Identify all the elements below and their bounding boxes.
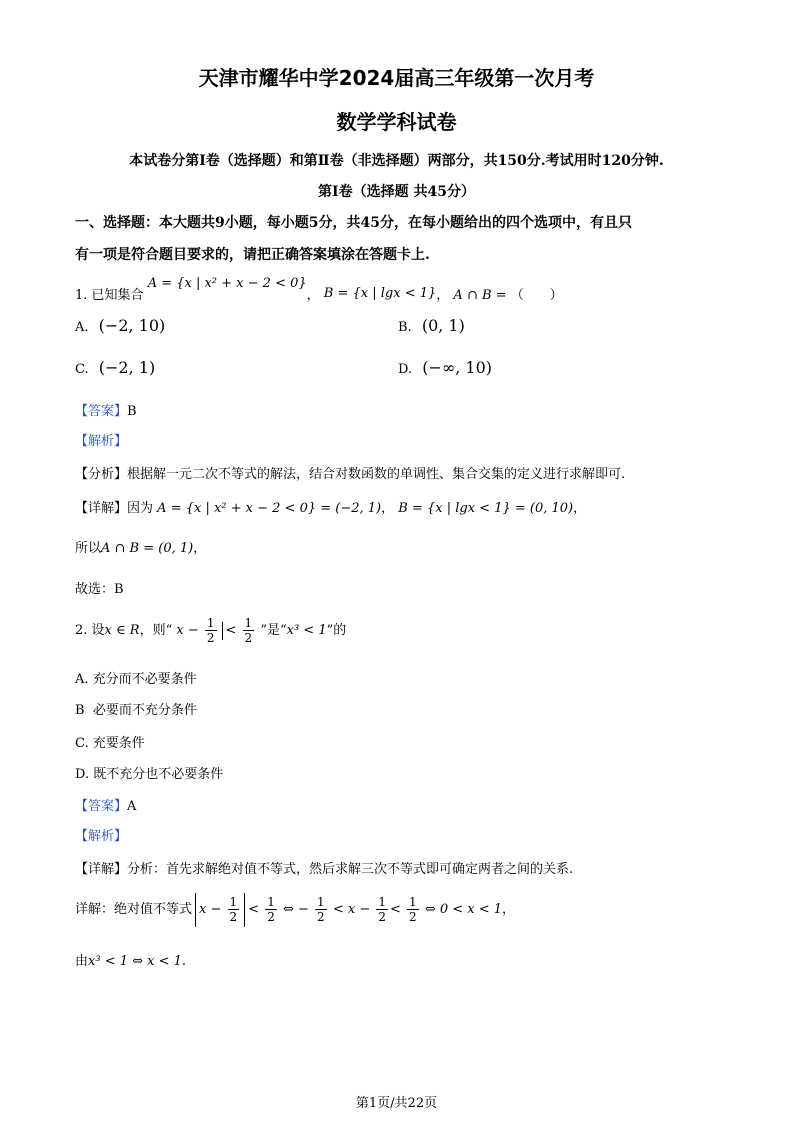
q2-detail2-abs-inner: x −	[199, 902, 222, 917]
question-1-stem	[75, 276, 563, 303]
q2-detail2-result: ⇔ 0 < x < 1	[424, 902, 503, 917]
q1-so-prefix: 所以	[75, 541, 102, 556]
q2-option-b-label: B	[75, 703, 85, 718]
q2-option-a-label: A.	[75, 672, 89, 687]
q2-detail2-frac2	[265, 895, 277, 924]
q2-option-a	[75, 668, 197, 687]
q2-quote-mid: ”是“	[260, 623, 287, 638]
q2-abs-bar	[222, 622, 223, 640]
q1-stem-prefix: 1. 已知集合	[75, 288, 144, 303]
q2-stem-end: ”的	[326, 623, 347, 638]
q2-half-fraction-2	[243, 616, 255, 645]
q1-option-a-value: (−2, 10)	[98, 316, 166, 335]
q1-option-c-value: (−2, 1)	[98, 358, 156, 377]
q2-last-end: .	[181, 954, 187, 969]
part-title: 第Ⅰ卷（选择题 共45分）	[318, 184, 475, 200]
q2-detail2-frac1	[228, 895, 240, 924]
q2-detail2-lt2: <	[390, 902, 401, 917]
q1-answer-tag: 【答案】	[75, 404, 128, 419]
q1-detail-end: ，	[573, 501, 587, 516]
q2-half-fraction	[205, 616, 217, 645]
q1-comma1: ，	[306, 288, 320, 303]
q2-option-b	[75, 699, 197, 718]
q2-detail2-frac5-num: 1	[409, 895, 417, 909]
q2-option-c-label: C.	[75, 736, 89, 751]
q1-option-b	[398, 316, 465, 335]
q1-fenxi	[75, 463, 625, 482]
section-instruction-line1: 一、选择题：本大题共9小题，每小题5分，共45分，在每小题给出的四个选项中，有且只	[75, 215, 632, 231]
exam-intro: 本试卷分第Ⅰ卷（选择题）和第Ⅱ卷（非选择题）两部分，共150分.考试用时120分钟.	[129, 153, 664, 169]
q2-detail2-frac3-den: 2	[317, 910, 325, 924]
q1-option-d-value: (−∞, 10)	[422, 358, 492, 377]
q2-half-num-2: 1	[244, 616, 253, 630]
q2-x-in-r: x ∈ R	[104, 623, 140, 638]
q2-option-b-value: 必要而不充分条件	[92, 703, 197, 718]
q1-analysis-tag: 【解析】	[75, 434, 128, 449]
q2-answer-tag: 【答案】	[75, 799, 128, 814]
q2-detail2	[75, 888, 515, 932]
q2-detail2-frac3-num: 1	[317, 895, 325, 909]
q2-detail2-equiv1: ⇔ −	[282, 902, 309, 917]
q1-fenxi-tag: 【分析】	[75, 467, 128, 482]
q2-answer-value: A	[127, 799, 137, 814]
question-2-stem	[75, 611, 346, 651]
q1-so	[75, 537, 206, 556]
q2-half-den-2: 2	[244, 631, 253, 645]
q2-detail2-lt: <	[248, 902, 260, 917]
q2-lt: <	[225, 623, 237, 638]
q1-detail	[75, 497, 586, 516]
q1-detail-prefix: 因为	[127, 501, 154, 516]
q2-last-prefix: 由	[75, 954, 89, 969]
q2-detail2-frac4-den: 2	[378, 910, 386, 924]
q1-intersection-expr: A ∩ B =	[453, 288, 507, 303]
q2-detail	[75, 858, 573, 877]
q1-option-d	[398, 358, 492, 377]
q2-analysis	[75, 825, 127, 844]
section-instruction-line2: 有一项是符合题目要求的，请把正确答案填涂在答题卡上.	[75, 247, 430, 263]
q2-detail2-mid: < x −	[332, 902, 371, 917]
q2-answer	[75, 795, 136, 814]
q2-detail2-prefix: 详解：绝对值不等式	[75, 902, 193, 917]
q2-detail2-abs-left	[195, 893, 196, 927]
q2-detail2-frac2-den: 2	[267, 910, 275, 924]
q2-detail2-frac4	[376, 895, 388, 924]
q2-detail2-frac1-den: 2	[229, 910, 238, 924]
q1-comma2: ，	[436, 288, 450, 303]
q2-detail-text: 分析：首先求解绝对值不等式，然后求解三次不等式即可确定两者之间的关系.	[127, 862, 574, 877]
q2-option-a-value: 充分而不必要条件	[92, 672, 197, 687]
q2-option-d-value: 既不充分也不必要条件	[93, 767, 224, 782]
q1-option-b-value: (0, 1)	[421, 316, 465, 335]
q2-detail2-end: ，	[502, 902, 516, 917]
q1-choose: 故选：B	[75, 582, 124, 597]
exam-title: 天津市耀华中学2024届高三年级第一次月考	[198, 66, 595, 90]
q1-so-expr: A ∩ B = (0, 1)	[101, 541, 194, 556]
q2-detail2-frac5-den: 2	[409, 910, 417, 924]
q1-set-a: A = {x | x² + x − 2 < 0}	[147, 276, 307, 291]
q1-option-a	[75, 316, 165, 335]
q2-half-den: 2	[206, 631, 215, 645]
q2-comma: ，则“	[139, 623, 173, 638]
q1-detail-set-b: B = {x | lgx < 1} = (0, 10)	[398, 501, 574, 516]
q1-set-b: B = {x | lgx < 1}	[323, 286, 437, 301]
q1-answer	[75, 400, 137, 419]
q1-option-d-label: D.	[398, 362, 413, 377]
q2-detail2-frac2-num: 1	[267, 895, 275, 909]
exam-subtitle: 数学学科试卷	[336, 110, 457, 134]
q1-paren: （ ）	[510, 288, 563, 303]
q2-half-num: 1	[206, 616, 215, 630]
q2-cube-cond: x³ < 1	[286, 623, 327, 638]
q2-last-expr: x³ < 1 ⇔ x < 1	[88, 954, 182, 969]
q1-option-b-label: B.	[398, 320, 412, 335]
q2-detail2-abs-right	[244, 893, 245, 927]
q1-detail-sep: ，	[381, 501, 395, 516]
q1-answer-value: B	[127, 404, 137, 419]
q1-option-c-label: C.	[75, 362, 89, 377]
q2-detail-tag: 【详解】	[75, 862, 128, 877]
q2-option-c	[75, 732, 145, 751]
q1-option-c	[75, 358, 155, 377]
q1-fenxi-text: 根据解一元二次不等式的解法，结合对数函数的单调性、集合交集的定义进行求解即可.	[127, 467, 626, 482]
q2-abs-left: x −	[176, 623, 199, 638]
q2-last	[75, 950, 186, 969]
q2-option-d	[75, 763, 223, 782]
q1-so-end: ，	[193, 541, 207, 556]
q2-detail2-frac4-num: 1	[378, 895, 386, 909]
q1-analysis	[75, 430, 127, 449]
q2-analysis-tag: 【解析】	[75, 829, 128, 844]
q2-option-c-value: 充要条件	[92, 736, 145, 751]
page-footer: 第1页/共22页	[355, 1096, 438, 1111]
q2-detail2-frac5	[407, 895, 419, 924]
q1-detail-tag: 【详解】	[75, 501, 128, 516]
q2-detail2-frac1-num: 1	[229, 895, 238, 909]
q1-detail-set-a: A = {x | x² + x − 2 < 0} = (−2, 1)	[157, 501, 382, 516]
q2-stem-prefix: 2. 设	[75, 623, 105, 638]
q1-option-a-label: A.	[75, 320, 89, 335]
q2-option-d-label: D.	[75, 767, 90, 782]
q2-detail2-frac3	[315, 895, 327, 924]
